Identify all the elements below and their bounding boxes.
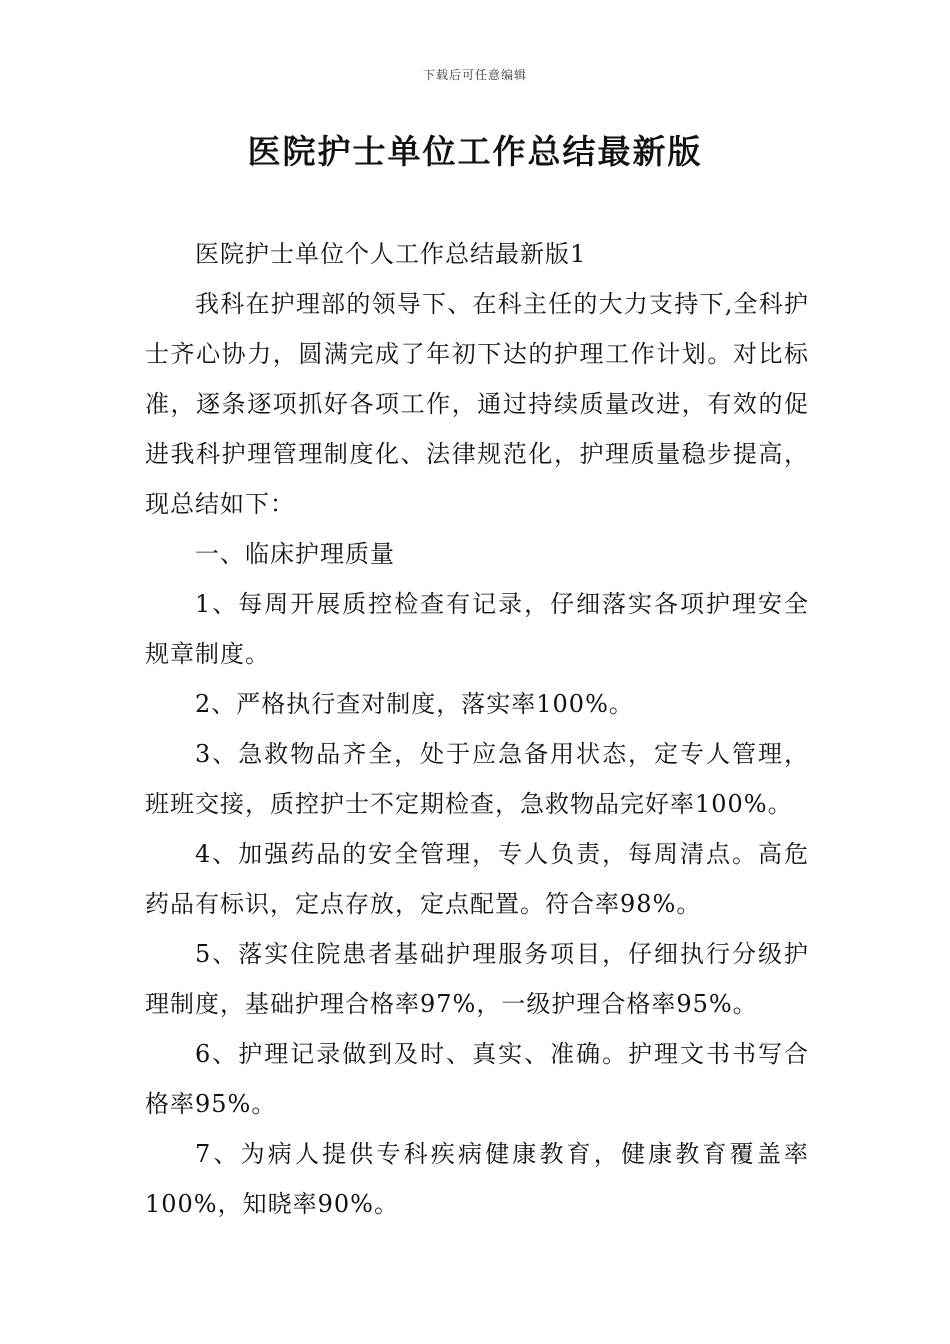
list-item: 5、落实住院患者基础护理服务项目，仔细执行分级护理制度，基础护理合格率97%，一级护理合格率95%。 bbox=[145, 940, 809, 1018]
subsection-heading: 一、临床护理质量 bbox=[195, 540, 395, 568]
list-item: 3、急救物品齐全，处于应急备用状态，定专人管理，班班交接，质控护士不定期检查，急救物品完好率100%。 bbox=[145, 740, 809, 818]
list-item: 1、每周开展质控检查有记录，仔细落实各项护理安全规章制度。 bbox=[145, 590, 809, 668]
document-title: 医院护士单位工作总结最新版 bbox=[247, 132, 703, 171]
document-body bbox=[145, 229, 809, 1229]
list-item: 4、加强药品的安全管理，专人负责，每周清点。高危药品有标识，定点存放，定点配置。符合率98%。 bbox=[145, 840, 809, 918]
list-item: 2、严格执行查对制度，落实率100%。 bbox=[195, 690, 634, 718]
list-item: 6、护理记录做到及时、真实、准确。护理文书书写合格率95%。 bbox=[145, 1040, 809, 1118]
list-item: 7、为病人提供专科疾病健康教育，健康教育覆盖率100%，知晓率90%。 bbox=[145, 1140, 809, 1218]
intro-paragraph: 我科在护理部的领导下、在科主任的大力支持下,全科护士齐心协力，圆满完成了年初下达的护理工作计划。对比标准，逐条逐项抓好各项工作，通过持续质量改进，有效的促进我科护理管理制度化、法律规范化，护理质量稳步提高，现总结如下： bbox=[145, 290, 809, 518]
section-heading: 医院护士单位个人工作总结最新版1 bbox=[195, 240, 587, 268]
header-note: 下载后可任意编辑 bbox=[422, 68, 527, 82]
